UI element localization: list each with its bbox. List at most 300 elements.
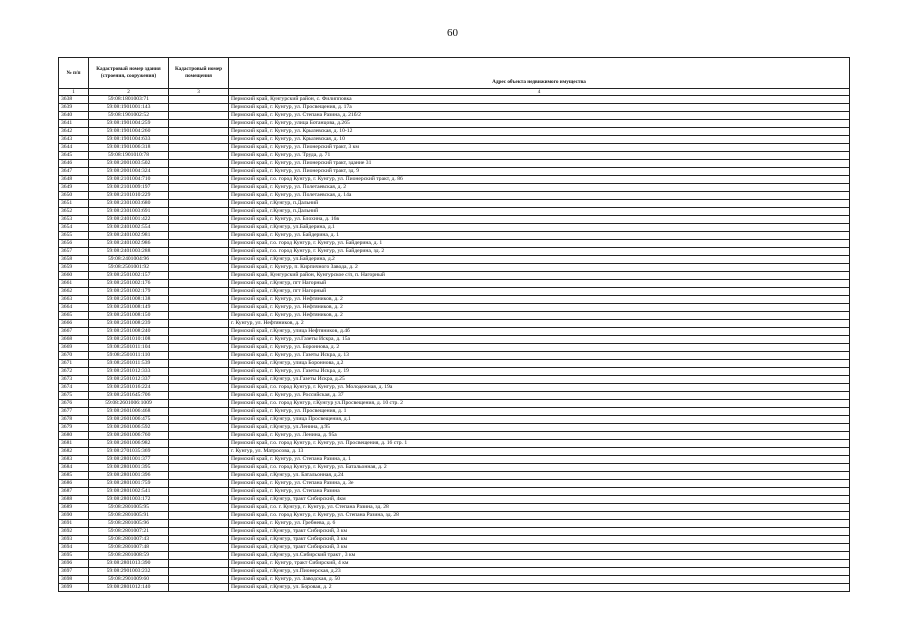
room-number <box>169 304 229 312</box>
address: Пермский край, г.Кунгур, ул.Ленина, д.95 <box>229 424 850 432</box>
table-row <box>59 400 850 408</box>
room-number <box>169 136 229 144</box>
row-number: 3657 <box>59 248 89 256</box>
cadastral-number: 59:08:2801001:396 <box>89 472 169 480</box>
table-row <box>59 408 850 416</box>
table-row <box>59 168 850 176</box>
row-number: 3658 <box>59 256 89 264</box>
cadastral-number: 59:08:2601006:982 <box>89 440 169 448</box>
table-row <box>59 328 850 336</box>
room-number <box>169 488 229 496</box>
address: Пермский край, г. Кунгур, п. Кирпичного Завода, д. 2 <box>229 264 850 272</box>
row-number: 3681 <box>59 440 89 448</box>
address: Пермский край, г.Кунгур, п.Дальний <box>229 200 850 208</box>
room-number <box>169 328 229 336</box>
cadastral-number: 59:08:2901003:232 <box>89 568 169 576</box>
room-number <box>169 160 229 168</box>
cadastral-number: 59:08:2601006:592 <box>89 424 169 432</box>
table-row <box>59 96 850 104</box>
row-number: 3676 <box>59 400 89 408</box>
header-num: № п/п <box>59 58 89 89</box>
table-row <box>59 456 850 464</box>
address: Пермский край, г.Кунгур, улица Просвещения, д.1 <box>229 416 850 424</box>
table-row <box>59 232 850 240</box>
cadastral-number: 59:08:2701035:369 <box>89 448 169 456</box>
row-number: 3694 <box>59 544 89 552</box>
cadastral-number: 59:08:2401001:422 <box>89 216 169 224</box>
cadastral-number: 59:08:2101009:197 <box>89 184 169 192</box>
room-number <box>169 280 229 288</box>
room-number <box>169 464 229 472</box>
row-number: 3677 <box>59 408 89 416</box>
cadastral-number: 59:08:2101010:229 <box>89 192 169 200</box>
address: Пермский край, г.о. г. Кунгур, г. Кунгур, ул. Степана Разина, зд. 28 <box>229 504 850 512</box>
table-row <box>59 448 850 456</box>
table-row <box>59 528 850 536</box>
address: Пермский край, г. Кунгур, тракт Сибирский, 4 км <box>229 560 850 568</box>
page-number: 60 <box>447 27 458 39</box>
room-number <box>169 288 229 296</box>
address: Пермский край, г. Кунгур, ул. Заводская, д. 50 <box>229 576 850 584</box>
row-number: 3668 <box>59 336 89 344</box>
address: Пермский край, г.о. город Кунгур, г. Кунгур, ул. Байдерина, зд. 2 <box>229 248 850 256</box>
room-number <box>169 240 229 248</box>
room-number <box>169 472 229 480</box>
column-number-3: 3 <box>169 89 229 96</box>
table-row <box>59 240 850 248</box>
cadastral-number: 59:08:2001003:502 <box>89 160 169 168</box>
cadastral-number: 59:08:1901004:260 <box>89 128 169 136</box>
room-number <box>169 576 229 584</box>
room-number <box>169 320 229 328</box>
cadastral-number: 59:08:2501008:239 <box>89 320 169 328</box>
room-number <box>169 512 229 520</box>
row-number: 3678 <box>59 416 89 424</box>
room-number <box>169 296 229 304</box>
address: Пермский край, г. Кунгур, ул. Российская, д. 37 <box>229 392 850 400</box>
address: Пермский край, г.Кунгур, тракт Сибирский, 3 км <box>229 528 850 536</box>
table-row <box>59 112 850 120</box>
row-number: 3650 <box>59 192 89 200</box>
header-address: Адрес объекта недвижимого имущества <box>229 58 850 89</box>
address: Пермский край, г. Кунгур, ул. Пионерский тракт, здание 31 <box>229 160 850 168</box>
room-number <box>169 584 229 592</box>
room-number <box>169 128 229 136</box>
row-number: 3649 <box>59 184 89 192</box>
address: Пермский край, г.Кунгур, ул.Сибирский тракт , 3 км <box>229 552 850 560</box>
table-row <box>59 512 850 520</box>
address: Пермский край, г.Кунгур, п.Дальний <box>229 208 850 216</box>
room-number <box>169 192 229 200</box>
cadastral-number: 59:08:2801007:48 <box>89 544 169 552</box>
table-row <box>59 480 850 488</box>
table-row <box>59 392 850 400</box>
cadastral-number: 59:08:2801008:59 <box>89 552 169 560</box>
cadastral-number: 59:08:2801005:95 <box>89 504 169 512</box>
address: Пермский край, г. Кунгур, ул. Просвещения, д. 1 <box>229 408 850 416</box>
address: Пермский край, г. Кунгур, ул. Крылевская, д. 10 <box>229 136 850 144</box>
address: Пермский край, г. Кунгур, ул. Степана Разина, д. 21б/2 <box>229 112 850 120</box>
cadastral-number: 59:08:2801013:390 <box>89 560 169 568</box>
row-number: 3665 <box>59 312 89 320</box>
row-number: 3685 <box>59 472 89 480</box>
cadastral-number: 59:08:2501012:337 <box>89 376 169 384</box>
address: Пермский край, г.о. город Кунгур, г. Кунгур, ул. Просвещения, д. 16 стр. 1 <box>229 440 850 448</box>
cadastral-number: 59:08:1901010:78 <box>89 152 169 160</box>
address: Пермский край, г.о. город Кунгур, г. Кунгур, ул. Пионерский тракт, д. 86 <box>229 176 850 184</box>
room-number <box>169 376 229 384</box>
table-row <box>59 432 850 440</box>
table-row <box>59 152 850 160</box>
room-number <box>169 152 229 160</box>
row-number: 3652 <box>59 208 89 216</box>
table-row <box>59 104 850 112</box>
table-row <box>59 272 850 280</box>
room-number <box>169 104 229 112</box>
address: Пермский край, г.Кунгур, ул. Боровая, д. 2 <box>229 584 850 592</box>
room-number <box>169 520 229 528</box>
address: г. Кунгур, ул. Матросова, д. 13 <box>229 448 850 456</box>
cadastral-number: 59:08:2501010:108 <box>89 336 169 344</box>
cadastral-number: 59:08:1901002:52 <box>89 112 169 120</box>
cadastral-number: 59:08:2801003:172 <box>89 496 169 504</box>
room-number <box>169 504 229 512</box>
table-row <box>59 584 850 592</box>
address: Пермский край, г. Кунгур, ул. Труда, д. 71 <box>229 152 850 160</box>
cadastral-number: 59:08:2401002:981 <box>89 232 169 240</box>
row-number: 3643 <box>59 136 89 144</box>
row-number: 3695 <box>59 552 89 560</box>
table-row <box>59 280 850 288</box>
room-number <box>169 480 229 488</box>
address: Пермский край, г. Кунгур, ул. Газеты Искра, д. 19 <box>229 368 850 376</box>
address: Пермский край, г. Кунгур, ул. Нефтяников, д. 2 <box>229 312 850 320</box>
address: Пермский край, г.Кунгур, ул.Байдерина, д.1 <box>229 224 850 232</box>
cadastral-number: 59:08:2601006:1009 <box>89 400 169 408</box>
address: Пермский край, г.Кунгур, тракт Сибирский, 4км <box>229 496 850 504</box>
cadastral-number: 59:08:2501645:706 <box>89 392 169 400</box>
row-number: 3651 <box>59 200 89 208</box>
table-row <box>59 472 850 480</box>
address: Пермский край, г.Кунгур, ул.Пионерская, д.23 <box>229 568 850 576</box>
cadastral-number: 59:08:2501011:104 <box>89 344 169 352</box>
room-number <box>169 184 229 192</box>
table-header <box>59 58 850 96</box>
table-row <box>59 544 850 552</box>
table-row <box>59 136 850 144</box>
address: Пермский край, г.о. город Кунгур, г.Кунгур ул.Просвещения, д. 10 стр. 2 <box>229 400 850 408</box>
room-number <box>169 272 229 280</box>
room-number <box>169 144 229 152</box>
table-row <box>59 504 850 512</box>
table-row <box>59 320 850 328</box>
address: г. Кунгур, ул. Нефтяников, д. 2 <box>229 320 850 328</box>
table-row <box>59 248 850 256</box>
address: Пермский край, Кунгурский район, Кунгурское с/п, п. Нагорный <box>229 272 850 280</box>
room-number <box>169 224 229 232</box>
row-number: 3679 <box>59 424 89 432</box>
column-number-2: 2 <box>89 89 169 96</box>
cadastral-number: 59:08:2501011:110 <box>89 352 169 360</box>
room-number <box>169 216 229 224</box>
row-number: 3638 <box>59 96 89 104</box>
table-row <box>59 216 850 224</box>
table-row <box>59 440 850 448</box>
room-number <box>169 312 229 320</box>
table-row <box>59 312 850 320</box>
room-number <box>169 568 229 576</box>
row-number: 3692 <box>59 528 89 536</box>
row-number: 3687 <box>59 488 89 496</box>
room-number <box>169 112 229 120</box>
cadastral-number: 59:08:1901001:143 <box>89 104 169 112</box>
table-row <box>59 256 850 264</box>
property-registry-table <box>58 57 850 592</box>
address: Пермский край, г. Кунгур, ул. Байдерина, д. 1 <box>229 232 850 240</box>
room-number <box>169 456 229 464</box>
room-number <box>169 168 229 176</box>
address: Пермский край, г.Кунгур, тракт Сибирский, 3 км <box>229 536 850 544</box>
row-number: 3664 <box>59 304 89 312</box>
cadastral-number: 59:08:2601006:468 <box>89 408 169 416</box>
cadastral-number: 59:08:2301003:691 <box>89 208 169 216</box>
row-number: 3699 <box>59 584 89 592</box>
row-number: 3645 <box>59 152 89 160</box>
row-number: 3696 <box>59 560 89 568</box>
room-number <box>169 120 229 128</box>
table-row <box>59 576 850 584</box>
table-row <box>59 496 850 504</box>
row-number: 3640 <box>59 112 89 120</box>
room-number <box>169 360 229 368</box>
address: Пермский край, г.о. город Кунгур, г. Кунгур, ул. Степана Разина, зд. 28 <box>229 512 850 520</box>
row-number: 3675 <box>59 392 89 400</box>
row-number: 3660 <box>59 272 89 280</box>
address: Пермский край, г.Кунгур, ул.Байдерина, д.2 <box>229 256 850 264</box>
room-number <box>169 496 229 504</box>
table-row <box>59 488 850 496</box>
table-row <box>59 568 850 576</box>
column-number-1: 1 <box>59 89 89 96</box>
row-number: 3641 <box>59 120 89 128</box>
cadastral-number: 59:08:2501008:240 <box>89 328 169 336</box>
address: Пермский край, г. Кунгур, ул. Степана Разина <box>229 488 850 496</box>
room-number <box>169 424 229 432</box>
room-number <box>169 264 229 272</box>
table-row <box>59 144 850 152</box>
address: Пермский край, г. Кунгур, ул. Крылевская, д. 10-12 <box>229 128 850 136</box>
row-number: 3688 <box>59 496 89 504</box>
address: Пермский край, г. Кунгур, ул. Нефтяников, д. 2 <box>229 296 850 304</box>
address: Пермский край, г. Кунгур, ул. Гребнева, д. 6 <box>229 520 850 528</box>
cadastral-number: 59:08:2001004:324 <box>89 168 169 176</box>
table-row <box>59 376 850 384</box>
table-body <box>59 96 850 592</box>
cadastral-number: 59:08:2901009:60 <box>89 576 169 584</box>
cadastral-number: 59:08:2601006:760 <box>89 432 169 440</box>
address: Пермский край, г. Кунгур, ул. Степана Разина, д. 1 <box>229 456 850 464</box>
room-number <box>169 208 229 216</box>
table-row <box>59 336 850 344</box>
room-number <box>169 352 229 360</box>
table-row <box>59 184 850 192</box>
row-number: 3672 <box>59 368 89 376</box>
room-number <box>169 400 229 408</box>
cadastral-number: 59:08:2801001:759 <box>89 480 169 488</box>
address: Пермский край, г. Кунгур, ул. Ленина, д. 95а <box>229 432 850 440</box>
cadastral-number: 59:08:2801005:91 <box>89 512 169 520</box>
row-number: 3697 <box>59 568 89 576</box>
row-number: 3682 <box>59 448 89 456</box>
row-number: 3671 <box>59 360 89 368</box>
table-row <box>59 200 850 208</box>
row-number: 3648 <box>59 176 89 184</box>
address: Пермский край, г. Кунгур, ул. Газеты Искра, д. 13 <box>229 352 850 360</box>
row-number: 3653 <box>59 216 89 224</box>
room-number <box>169 432 229 440</box>
table-row <box>59 192 850 200</box>
row-number: 3656 <box>59 240 89 248</box>
address: Пермский край, г. Кунгур, ул. Полетаевская, д. 14а <box>229 192 850 200</box>
table-row <box>59 120 850 128</box>
table-row <box>59 416 850 424</box>
table-row <box>59 520 850 528</box>
column-number-4: 4 <box>229 89 850 96</box>
row-number: 3698 <box>59 576 89 584</box>
address: Пермский край, г.о. город Кунгур, г. Кунгур, ул. Байдерина, д. 1 <box>229 240 850 248</box>
row-number: 3670 <box>59 352 89 360</box>
cadastral-number: 59:08:1901004:633 <box>89 136 169 144</box>
row-number: 3659 <box>59 264 89 272</box>
table-row <box>59 224 850 232</box>
cadastral-number: 59:08:2801007:43 <box>89 536 169 544</box>
cadastral-number: 59:08:1901006:318 <box>89 144 169 152</box>
cadastral-number: 59:08:2401002:986 <box>89 240 169 248</box>
address: Пермский край, г.о. город Кунгур, г. Кунгур, ул. Молодежная, д. 19а <box>229 384 850 392</box>
cadastral-number: 59:08:2501016:224 <box>89 384 169 392</box>
room-number <box>169 200 229 208</box>
room-number <box>169 336 229 344</box>
cadastral-number: 59:08:1901004:259 <box>89 120 169 128</box>
address: Пермский край, г. Кунгур, ул. Нефтяников, д. 2 <box>229 304 850 312</box>
row-number: 3686 <box>59 480 89 488</box>
row-number: 3639 <box>59 104 89 112</box>
row-number: 3663 <box>59 296 89 304</box>
address: Пермский край, г.Кунгур, пгт Нагорный <box>229 288 850 296</box>
row-number: 3693 <box>59 536 89 544</box>
row-number: 3642 <box>59 128 89 136</box>
room-number <box>169 552 229 560</box>
address: Пермский край, г. Кунгур, ул. Пионерский тракт, зд. 9 <box>229 168 850 176</box>
address: Пермский край, г. Кунгур, ул.Газеты Искра, д. 15а <box>229 336 850 344</box>
row-number: 3684 <box>59 464 89 472</box>
table-row <box>59 552 850 560</box>
cadastral-number: 59:08:2801007:21 <box>89 528 169 536</box>
cadastral-number: 59:08:2501012:333 <box>89 368 169 376</box>
address: Пермский край, г.Кунгур, улица Бороннова, д.2 <box>229 360 850 368</box>
cadastral-number: 59:08:2801005:96 <box>89 520 169 528</box>
address: Пермский край, г.Кунгур, ул.Газеты Искра, д.25 <box>229 376 850 384</box>
room-number <box>169 232 229 240</box>
table-row <box>59 384 850 392</box>
room-number <box>169 248 229 256</box>
table-row <box>59 424 850 432</box>
table-row <box>59 464 850 472</box>
row-number: 3689 <box>59 504 89 512</box>
table-row <box>59 176 850 184</box>
address: Пермский край, г.Кунгур, тракт Сибирский, 3 км <box>229 544 850 552</box>
row-number: 3680 <box>59 432 89 440</box>
table-row <box>59 352 850 360</box>
room-number <box>169 96 229 104</box>
row-number: 3683 <box>59 456 89 464</box>
room-number <box>169 528 229 536</box>
cadastral-number: 59:08:2501008:138 <box>89 296 169 304</box>
row-number: 3691 <box>59 520 89 528</box>
address: Пермский край, г. Кунгур, ул. Пионерский тракт, 3 км <box>229 144 850 152</box>
cadastral-number: 59:08:2301003:680 <box>89 200 169 208</box>
address: Пермский край, г.Кунгур, ул. Батальонная, д.24 <box>229 472 850 480</box>
address: Пермский край, г.о. город Кунгур, г. Кунгур, ул. Батальонная, д. 2 <box>229 464 850 472</box>
row-number: 3644 <box>59 144 89 152</box>
row-number: 3674 <box>59 384 89 392</box>
table-row <box>59 304 850 312</box>
cadastral-number: 59:08:2801001:395 <box>89 464 169 472</box>
room-number <box>169 416 229 424</box>
row-number: 3647 <box>59 168 89 176</box>
room-number <box>169 440 229 448</box>
cadastral-number: 59:08:2501002:157 <box>89 272 169 280</box>
table-row <box>59 288 850 296</box>
cadastral-number: 59:08:2801002:541 <box>89 488 169 496</box>
row-number: 3662 <box>59 288 89 296</box>
cadastral-number: 59:08:2601006:475 <box>89 416 169 424</box>
row-number: 3655 <box>59 232 89 240</box>
table-row <box>59 128 850 136</box>
cadastral-number: 59:08:2801012:140 <box>89 584 169 592</box>
cadastral-number: 59:08:2501002:179 <box>89 288 169 296</box>
cadastral-number: 59:08:2501001:92 <box>89 264 169 272</box>
cadastral-number: 59:08:2501008:149 <box>89 304 169 312</box>
table-row <box>59 264 850 272</box>
cadastral-number: 59:08:2401004:96 <box>89 256 169 264</box>
room-number <box>169 368 229 376</box>
row-number: 3666 <box>59 320 89 328</box>
address: Пермский край, г.Кунгур, пгт Нагорный <box>229 280 850 288</box>
room-number <box>169 536 229 544</box>
address: Пермский край, г. Кунгур, ул. Полетаевская, д. 2 <box>229 184 850 192</box>
cadastral-number: 59:08:2501011:539 <box>89 360 169 368</box>
row-number: 3690 <box>59 512 89 520</box>
table-row <box>59 296 850 304</box>
row-number: 3673 <box>59 376 89 384</box>
row-number: 3667 <box>59 328 89 336</box>
address: Пермский край, г.Кунгур, улица Нефтяников, д.4б <box>229 328 850 336</box>
header-room: Кадастровый номер помещения <box>169 58 229 89</box>
table-row <box>59 360 850 368</box>
address: Пермский край, г. Кунгур, улица Ботанцова, д.265 <box>229 120 850 128</box>
cadastral-number: 59:08:2801001:377 <box>89 456 169 464</box>
address: Пермский край, г. Кунгур, ул. Блохина, д. 16в <box>229 216 850 224</box>
cadastral-number: 59:08:2401003:288 <box>89 248 169 256</box>
table-row <box>59 536 850 544</box>
cadastral-number: 59:08:1801003:71 <box>89 96 169 104</box>
room-number <box>169 256 229 264</box>
table-row <box>59 368 850 376</box>
cadastral-number: 59:08:2401002:554 <box>89 224 169 232</box>
header-cadastral: Кадастровый номер здания (строения, сооружения) <box>89 58 169 89</box>
table-row <box>59 208 850 216</box>
